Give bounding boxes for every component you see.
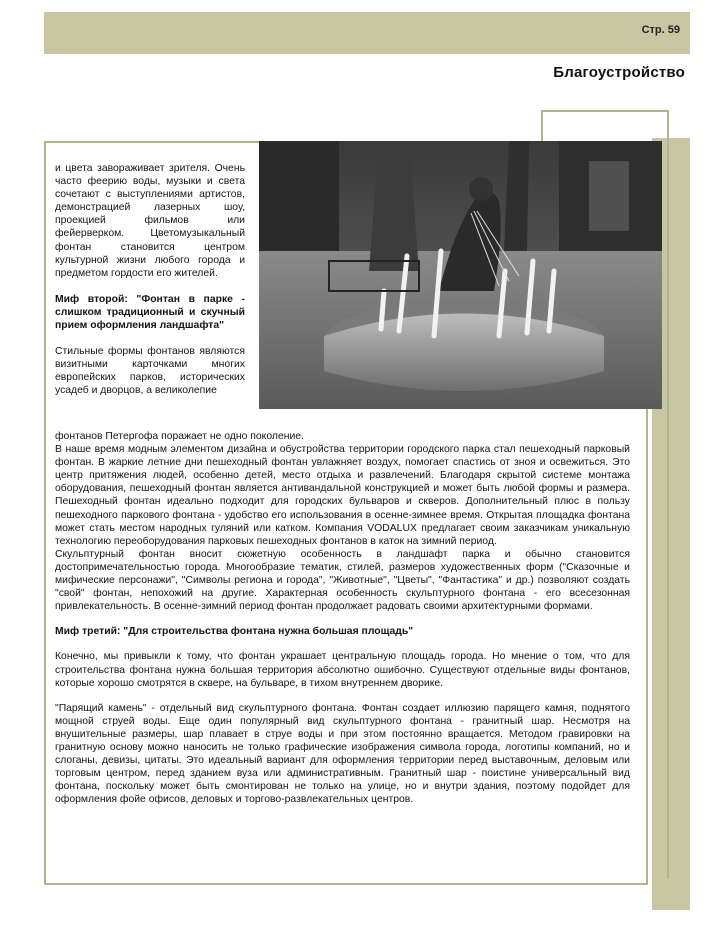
fountain-photo-image — [259, 141, 662, 409]
paragraph: Конечно, мы привыкли к тому, что фонтан украшает центральную площадь города. Но мнение о том, что для строительства фонтана нужна большая территория абсолютно ошибочно. Существуют отдельные виды фонтанов, которые хорошо смотрятся в сквере, на бульваре, в тихом внутреннем дворике. — [55, 651, 630, 689]
main-text — [55, 430, 630, 806]
fountain-photo — [259, 141, 662, 409]
page-number: Стр. 59 — [641, 24, 680, 36]
section-title: Благоустройство — [553, 64, 685, 81]
paragraph: и цвета завораживает зрителя. Очень часто феерию воды, музыки и света сочетают с выступлениями артистов, демонстрацией лазерных шоу, проекцией фильмов или фейерверком. Цветомузыкальный фонтан становится центром культурной жизни любого города и предметом гордости его жителей. — [55, 163, 245, 279]
paragraph: "Парящий камень" - отдельный вид скульптурного фонтана. Фонтан создает иллюзию парящего камня, поднятого мощной струей воды. Еще один популярный вид скульптурного фонтана - гранитный шар. Несмотря на внушительные размеры, шар плавает в струе воды и при этом постоянно вращается. Методом гравировки на гранитную основу можно наносить не только графические изображения символа города, логотипы компаний, но и слоганы, девизы, цитаты. Это идеальный вариант для оформления территории перед выставочным, деловым или торговым центром, перед зданием вуза или административным. Гранитный шар - поистине универсальный вид фонтана, поскольку может быть смонтирован не только на улице, но и внутри здания, поэтому подойдет для оформления фойе офисов, деловых и торгово-развлекательных центров. — [55, 702, 630, 806]
paragraph: Стильные формы фонтанов являются визитными карточками многих европейских парков, исторических усадеб и дворцов, а великолепие — [55, 346, 245, 397]
myth-three-heading: Миф третий: "Для строительства фонтана нужна большая площадь" — [55, 626, 414, 638]
paragraph: фонтанов Петергофа поражает не одно поколение. — [55, 431, 304, 442]
myth-two-heading: Миф второй: "Фонтан в парке - слишком традиционный и скучный прием оформления ландшафта" — [55, 293, 245, 332]
left-column — [55, 162, 245, 398]
header-bar — [44, 12, 690, 54]
paragraph: В наше время модным элементом дизайна и обустройства территории городского парка стал пешеходный парковый фонтан. В жаркие летние дни пешеходный фонтан увлажняет воздух, помогает спастись от зноя и освежиться. Это центр притяжения людей, особенно детей, место отдыха и развлечений. Благодаря скрытой системе монтажа оборудования, пешеходный фонтан является антивандальной конструкцией и может быть любой формы и размера. Пешеходный фонтан идеально подходит для городских бульваров и скверов. Дополнительный плюс в пользу пешеходного паркового фонтана - удобство его использования в осенне-зимнее время. Открытая площадка фонтана может стать местом народных гуляний или катком. Компания VODALUX предлагает своим заказчикам уникальную технологию переоборудования парковых пешеходных фонтанов в каток на зимний период. — [55, 444, 630, 547]
paragraph: Скульптурный фонтан вносит сюжетную особенность в ландшафт парка и обычно становится достопримечательностью города. Многообразие тематик, стилей, размеров художественных форм ("Сказочные и мифические персонажи", "Символы региона и города", "Животные", "Цветы", "Фантастика" и др.) позволяют создать "свой" фонтан, непохожий на другие. Характерная особенность скульптурного фонтана - его всесезонная привлекательность. В осенне-зимний период фонтан продолжает радовать своими архитектурными формами. — [55, 548, 630, 613]
